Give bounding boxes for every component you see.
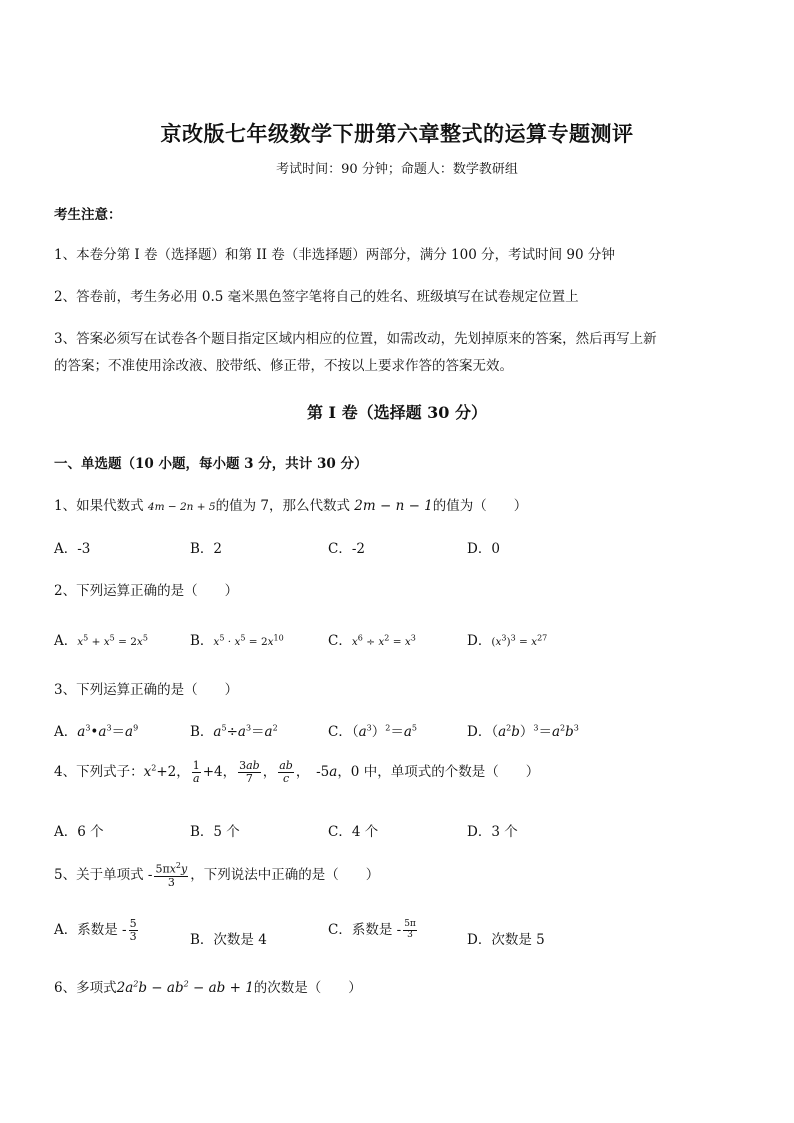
q3-option-d[interactable]: D．$(a^2b)^3=a^2b^3$ xyxy=(467,723,579,740)
question-1-stem: 1、如果代数式 4m − 2n + 5的值为 7，那么代数式 2m − n − 1的值为（ ） xyxy=(54,498,528,514)
question-4-stem: 4、下列式子：$x^2+2$， $\frac{1}{a}$ +4， $\frac{3ab}{7}$ ， $\frac{ab}{c}$ ， -5a，0 中，单项式的个数是（ ） xyxy=(54,759,540,786)
question-2-stem: 2、下列运算正确的是（ ） xyxy=(54,583,239,599)
q4-option-b[interactable]: B．5 个 xyxy=(190,824,240,840)
q5-option-b[interactable]: B．次数是 4 xyxy=(190,932,267,948)
question-5-stem: 5、关于单项式 - $\frac{5\pi x^2y}{3}$ ，下列说法中正确的是（ ） xyxy=(54,861,380,889)
q1-option-c[interactable]: C．-2 xyxy=(328,541,365,557)
notice-item-3-line-2: 的答案；不准使用涂改液、胶带纸、修正带，不按以上要求作答的答案无效。 xyxy=(54,358,513,374)
part-heading: 一、单选题（10 小题，每小题 3 分，共计 30 分） xyxy=(54,456,368,472)
question-3-stem: 3、下列运算正确的是（ ） xyxy=(54,682,239,698)
q5-option-a[interactable]: A．系数是 - $\frac{5}{3}$ xyxy=(54,917,137,944)
q1-expression-1: 4m − 2n + 5 xyxy=(147,501,216,513)
q2-option-b[interactable]: B．$x^5 \cdot x^5 = 2x^{10}$ xyxy=(190,633,284,649)
q3-option-b[interactable]: B．$a^5\div a^3=a^2$ xyxy=(190,723,278,740)
q2-option-a[interactable]: A．$x^5 + x^5 = 2x^5$ xyxy=(54,633,148,649)
q5-option-d[interactable]: D．次数是 5 xyxy=(467,932,545,948)
q5-option-c[interactable]: C．系数是 - $\frac{5\pi}{3}$ xyxy=(328,919,416,940)
q1-option-d[interactable]: D．0 xyxy=(467,541,500,557)
exam-info: 考试时间：90 分钟；命题人：数学教研组 xyxy=(276,162,518,177)
page-title: 京改版七年级数学下册第六章整式的运算专题测评 xyxy=(160,121,634,146)
notice-item-1: 1、本卷分第 I 卷（选择题）和第 II 卷（非选择题）两部分，满分 100 分，考试时间 90 分钟 xyxy=(54,247,615,263)
q1-expression-2: 2m − n − 1 xyxy=(354,498,433,514)
question-6-stem: 6、多项式$2a^2b - ab^2$ − ab + 1的次数是（ ） xyxy=(54,979,362,996)
notice-heading: 考生注意： xyxy=(54,207,122,223)
notice-item-3-line-1: 3、答案必须写在试卷各个题目指定区域内相应的位置，如需改动，先划掉原来的答案，然后再写上新 xyxy=(54,331,657,347)
q2-option-c[interactable]: C．$x^6 \div x^2 = x^3$ xyxy=(328,633,416,649)
q4-option-c[interactable]: C．4 个 xyxy=(328,824,379,840)
q4-option-d[interactable]: D．3 个 xyxy=(467,824,518,840)
q3-option-c[interactable]: C．$(a^3)^2=a^5$ xyxy=(328,723,417,740)
notice-item-2: 2、答卷前，考生务必用 0.5 毫米黑色签字笔将自己的姓名、班级填写在试卷规定位置上 xyxy=(54,289,579,305)
q1-option-a[interactable]: A．-3 xyxy=(54,541,91,557)
q4-option-a[interactable]: A．6 个 xyxy=(54,824,104,840)
q3-option-a[interactable]: A．$a^3•a^3=a^9$ xyxy=(54,723,139,740)
q1-option-b[interactable]: B．2 xyxy=(190,541,223,557)
q2-option-d[interactable]: D．$(x^3)^3 = x^{27}$ xyxy=(467,633,548,649)
section-title: 第 I 卷（选择题 30 分） xyxy=(306,403,488,422)
